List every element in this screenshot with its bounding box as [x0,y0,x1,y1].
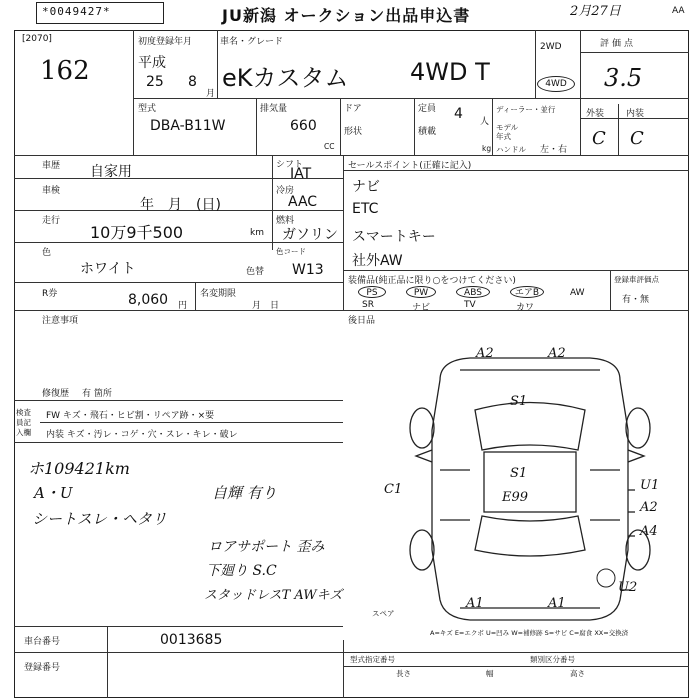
mark-a2-front-right: A2 [548,346,566,361]
inspection-label: 車検 [42,186,61,196]
shift-label: シフト [276,160,304,170]
exterior-grade: C [592,128,606,149]
mark-c1-left: C1 [384,482,403,497]
interior-grade: C [630,128,644,149]
serial-number: *0049427* [42,5,111,18]
inspector-row-2: 内装 キズ・汚レ・コゲ・穴・スレ・キレ・破レ [46,430,238,440]
name-change-label: 名変期限 [200,289,237,299]
height-label: 高さ [570,669,585,678]
equipment-label: 装備品(純正品に限り○をつけてください) [348,276,516,286]
grade-score: 3.5 [604,64,643,92]
spare-label: スペア [372,609,395,618]
category-number-label: 類別区分番号 [530,655,575,664]
displacement-label: 排気量 [260,104,288,114]
reg-month: 8 [188,74,197,90]
shift-value: IAT [290,166,312,182]
mark-a2-front-left: A2 [476,346,494,361]
color-label: 色 [42,248,52,258]
equip-airbag: エアB [510,286,544,298]
sales-point-3: スマートキー [352,229,436,245]
displacement: 660 [290,118,317,134]
lot-code: [2070] [22,34,52,44]
capacity-label: 定員 [418,104,437,114]
inspection-value: 年 月 (日) [140,197,221,213]
color-change-label: 色替 [246,267,265,277]
kg-unit: kg [482,144,492,153]
color-value: ホワイト [80,261,136,277]
registered-grade-label: 登録車評価点 [614,275,659,284]
vehicle-number: 0013685 [160,632,223,648]
mark-a4-right: A4 [640,524,658,539]
mark-a1-rear-left: A1 [466,596,484,611]
year-label: 年式 [496,132,511,141]
mark-u1-right: U1 [640,478,660,493]
vehicle-number-label: 車台番号 [24,637,61,647]
fuel-label: 燃料 [276,216,295,226]
equip-ps: PS [358,286,386,298]
person-unit: 人 [480,117,490,127]
car-name: eKカスタム [222,64,349,92]
date: 2月27日 [570,4,621,19]
mark-e99-roof: E99 [502,490,529,505]
mark-s1-hood: S1 [510,394,528,409]
handle-value: 左・右 [540,145,568,155]
color-code: W13 [292,262,324,278]
door-label: ドア [344,104,362,114]
load-label: 積載 [418,127,437,137]
caution-label: 注意事項 [42,316,79,326]
width-label: 幅 [486,669,494,678]
equip-leather: カワ [516,303,535,313]
repair-history-label: 修復歴 [42,389,70,399]
registration-number-label: 登録番号 [24,663,61,673]
mark-a1-rear-right: A1 [548,596,566,611]
option-4wd: 4WD [537,76,575,92]
date-suffix: AA [672,6,685,16]
equip-pw: PW [406,286,436,298]
note-seat: シートスレ・ヘタリ [32,510,167,528]
reg-year: 25 [146,74,164,90]
length-label: 長さ [396,669,411,678]
option-2wd: 2WD [540,42,562,52]
grade-label: 評価点 [600,39,637,49]
note-au: A・U [34,484,73,502]
car-drive: 4WD T [410,58,490,86]
equip-sr: SR [362,300,374,310]
document-title: JU新潟 オークション出品申込書 [222,6,471,25]
note-studless: スタッドレスT AWキズ [204,588,343,603]
lot-number: 162 [40,56,90,86]
odometer-note: ホ109421km [28,459,130,478]
equip-tv: TV [464,300,476,310]
inspector-row-1: FW キズ・飛石・ヒビ割・リペア跡・×要 [46,411,215,421]
rear-items-label: 後日品 [348,316,376,326]
equip-aw: AW [570,288,585,298]
note-underbody: 下廻り S.C [206,563,277,579]
yen-unit: 円 [178,301,188,311]
equip-abs: ABS [456,286,490,298]
reg-era: 平成 [138,55,166,71]
note-lower-support: ロアサポート 歪み [208,539,325,555]
recycle-label: R券 [42,289,58,299]
cc-unit: CC [324,142,335,151]
recycle-value: 8,060 [128,292,169,308]
model-code: DBA-B11W [150,118,226,134]
usage-value: 自家用 [90,164,132,180]
sales-point-1: ナビ [352,179,380,195]
damage-legend: A=キズ E=エクボ U=凹み W=補修跡 S=サビ C=腐食 XX=交換済 [430,629,629,637]
registered-grade-value: 有・無 [622,295,650,305]
sales-points-label: セールスポイント(正確に記入) [348,161,472,171]
mileage-value: 10万9千500 [90,223,184,242]
dealer-label: ディーラー・並行 [496,105,556,114]
equip-navi: ナビ [412,303,431,313]
km-unit: km [250,228,264,238]
interior-label: 内装 [626,109,645,119]
type-number-label: 型式指定番号 [350,655,395,664]
usage-label: 車歴 [42,161,61,171]
mark-u2-rear: U2 [618,580,638,595]
mark-s1-roof: S1 [510,466,528,481]
ac-value: AAC [288,194,318,210]
form-label: 形状 [344,127,363,137]
exterior-label: 外装 [586,109,605,119]
note-light: 自輝 有り [212,484,277,502]
reg-label: 初度登録年月 [138,37,193,47]
ac-label: 冷房 [276,186,295,196]
model-year-label: モデル [496,123,519,132]
sales-point-4: 社外AW [352,253,403,269]
handle-label: ハンドル [496,145,526,154]
mileage-label: 走行 [42,216,61,226]
fuel-value: ガソリン [282,227,338,243]
repair-history-value: 有 箇所 [82,389,112,399]
model-label: 型式 [138,104,157,114]
sales-point-2: ETC [352,201,379,217]
car-name-label: 車名・グレード [220,37,284,47]
name-change-date: 月 日 [252,301,280,311]
reg-month-unit: 月 [206,89,216,99]
inspector-label: 検査員記入欄 [16,408,31,437]
capacity: 4 [454,106,463,122]
mark-a2-right: A2 [640,500,658,515]
color-code-label: 色コード [276,247,306,256]
